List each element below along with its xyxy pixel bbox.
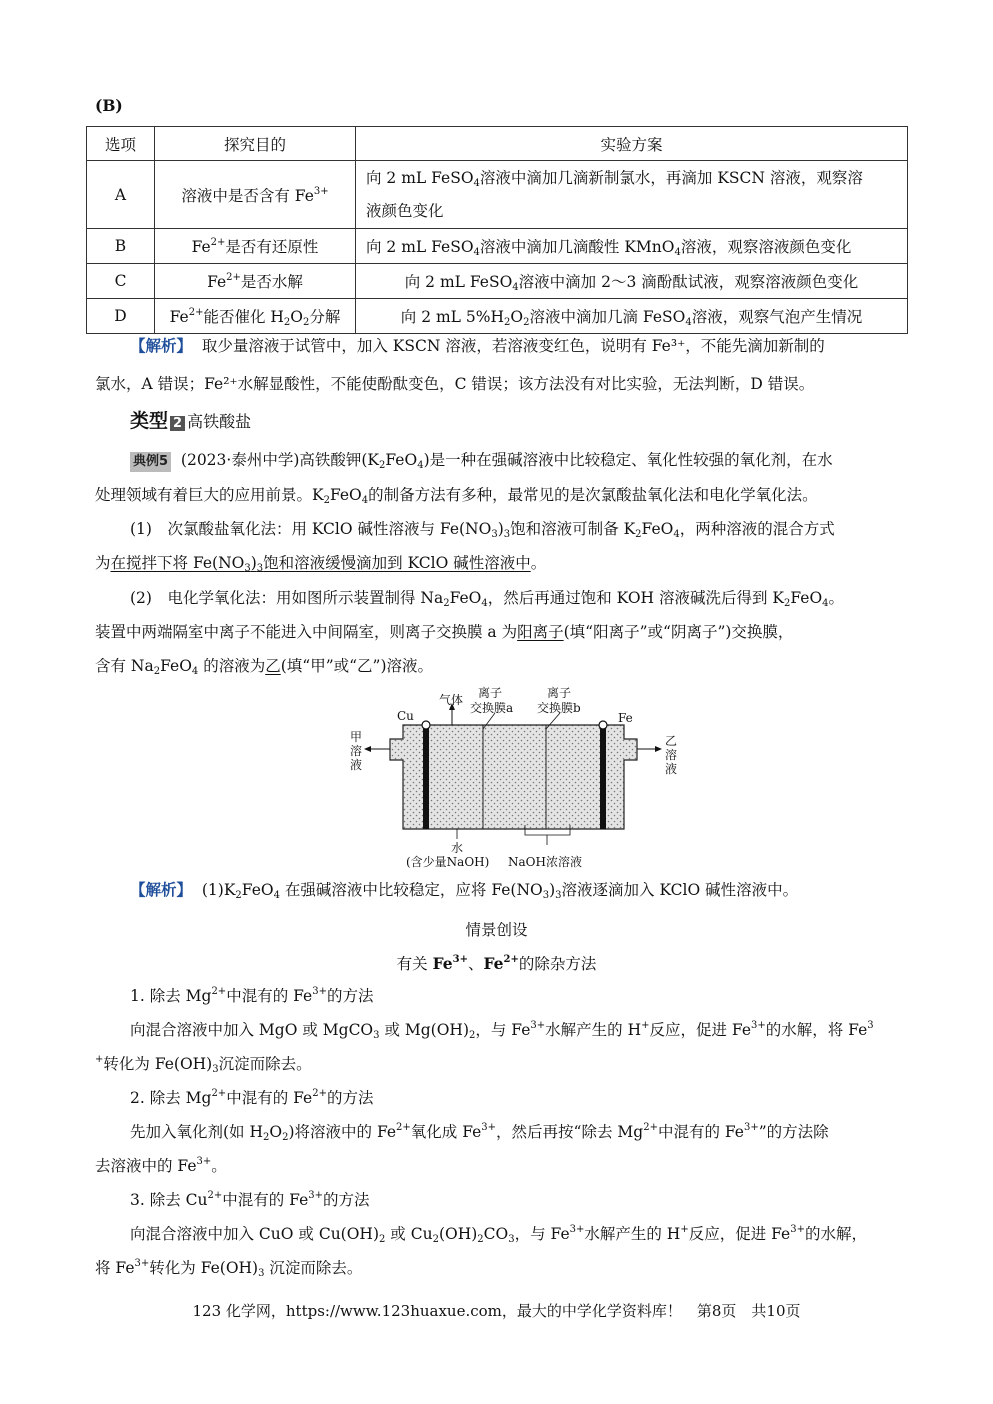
method1-heading: 1. 除去 $Mg^{2+}$中混有的 $Fe^{3+}$的方法 (130, 986, 374, 1005)
method1-line1: 向混合溶液中加入 MgO 或 MgCO$_3$ 或 $Mg(OH)_2$，与 $Fe^{3+}$水解产生的 H+反应，促进 $Fe^{3+}$的水解，将 Fe$^3$ (130, 1020, 874, 1041)
method1-line2: +转化为 $Fe(OH)_3$沉淀而除去。 (95, 1054, 312, 1075)
row-aim: $Fe^{2+}$是否水解 (155, 264, 356, 299)
right-solution-3: 液 (665, 762, 678, 776)
analysis-1-line1: 【解析】 取少量溶液于试管中，加入 KSCN 溶液，若溶液变红色，说明有 Fe³⁺，不能先滴加新制的 (130, 336, 825, 355)
question2-line2: 装置中两端隔室中离子不能进入中间隔室，则离子交换膜 a 为阳离子(填“阳离子”或“阴离子”)交换膜， (95, 623, 794, 641)
fe-label: Fe (618, 711, 633, 725)
options-table (86, 126, 908, 334)
row-plan: 向 2 mL FeSO$_4$溶液中滴加几滴新制氯水，再滴加 KSCN 溶液，观察溶 液颜色变化 (356, 161, 908, 229)
row-option: C (87, 264, 155, 299)
question1-line1: (1) 次氯酸盐氧化法：用 KClO 碱性溶液与 $Fe(NO_3)_3$饱和溶液可制备 $K_2FeO_4$，两种溶液的混合方式 (130, 520, 835, 540)
row-option: B (87, 229, 155, 264)
membrane-a-label-1: 离子 (478, 686, 503, 700)
membrane-b-label-2: 交换膜b (537, 701, 581, 715)
water-note: (含少量NaOH) (406, 855, 490, 869)
cu-label: Cu (397, 709, 414, 723)
table-header-row (87, 127, 908, 161)
scenario-subtitle: 有关 $Fe^{3+}$、$Fe^{2+}$的除杂方法 (396, 954, 597, 973)
type-heading: 类型 2 高铁酸盐 (130, 410, 252, 432)
question2-line3: 含有 $Na_2FeO_4$ 的溶液为乙(填“甲”或“乙”)溶液。 (95, 657, 434, 677)
left-solution-1: 甲 (350, 730, 363, 744)
method3-line2: 将 $Fe^{3+}$转化为 $Fe(OH)_3$ 沉淀而除去。 (95, 1258, 363, 1279)
row-plan: 向 2 mL $5\%H_2O_2$溶液中滴加几滴 FeSO$_4$溶液，观察气泡产生情况 (356, 299, 908, 334)
row-aim: $Fe^{2+}$能否催化 $H_2O_2$分解 (155, 299, 356, 334)
right-solution-2: 溶 (665, 748, 678, 762)
table-row (87, 299, 908, 334)
analysis-tag: 【解析】 (130, 336, 193, 355)
header-plan: 实验方案 (356, 127, 908, 161)
page-footer: 123 化学网，https://www.123huaxue.com，最大的中学化学资料库！ 第8页 共10页 (192, 1302, 801, 1320)
table-row (87, 161, 908, 229)
water-label: 水 (451, 841, 464, 855)
method3-line1: 向混合溶液中加入 CuO 或 $Cu(OH)_2$ 或 $Cu_2(OH)_2CO_3$，与 $Fe^{3+}$水解产生的 H+反应，促进 $Fe^{3+}$的水解， (130, 1224, 867, 1245)
table-row (87, 264, 908, 299)
analysis-1-line2: 氯水，A 错误；Fe²⁺水解显酸性，不能使酚酞变色，C 错误；该方法没有对比实验，无法判断，D 错误。 (95, 375, 815, 393)
answer-mark: (B) (95, 96, 123, 115)
header-option: 选项 (87, 127, 155, 161)
header-aim: 探究目的 (155, 127, 356, 161)
method2-line2: 去溶液中的 $Fe^{3+}$。 (95, 1156, 227, 1175)
method2-heading: 2. 除去 $Mg^{2+}$中混有的 $Fe^{2+}$的方法 (130, 1088, 374, 1107)
question2-line1: (2) 电化学氧化法：用如图所示装置制得 $Na_2FeO_4$，然后再通过饱和 KOH 溶液碱洗后得到 $K_2FeO_4$。 (130, 589, 845, 609)
example-line2: 处理领域有着巨大的应用前景。$K_2FeO_4$的制备方法有多种，最常见的是次氯酸盐氧化法和电化学氧化法。 (95, 486, 818, 506)
row-option: D (87, 299, 155, 334)
method3-heading: 3. 除去 $Cu^{2+}$中混有的 $Fe^{3+}$的方法 (130, 1190, 370, 1209)
right-solution-1: 乙 (665, 734, 678, 748)
type-number: 2 (170, 416, 185, 431)
electrolysis-diagram (340, 685, 690, 875)
left-solution-3: 液 (350, 758, 363, 772)
left-solution-2: 溶 (350, 744, 363, 758)
right-arrow-icon (655, 746, 662, 752)
example-badge: 典例5 (130, 452, 171, 472)
naoh-label: NaOH浓溶液 (508, 855, 582, 869)
row-aim: 溶液中是否含有 $Fe^{3+}$ (155, 161, 356, 229)
analysis-2: 【解析】 $(1)K_2FeO_4$ 在强碱溶液中比较稳定，应将 $Fe(NO_3)_3$溶液逐滴加入 KClO 碱性溶液中。 (130, 880, 799, 901)
left-arrow-icon (364, 746, 371, 752)
scenario-title: 情景创设 (465, 921, 528, 939)
membrane-b-label-1: 离子 (547, 686, 572, 700)
cu-electrode (423, 725, 429, 829)
table-row (87, 229, 908, 264)
row-aim: $Fe^{2+}$是否有还原性 (155, 229, 356, 264)
row-option: A (87, 161, 155, 229)
fe-electrode (600, 725, 606, 829)
row-plan: 向 2 mL FeSO$_4$溶液中滴加 2～3 滴酚酞试液，观察溶液颜色变化 (356, 264, 908, 299)
method2-line1: 先加入氧化剂(如 $H_2O_2$)将溶液中的 $Fe^{2+}$氧化成 $Fe^{3+}$，然后再按“除去 $Mg^{2+}$中混有的 $Fe^{3+}$”的方法除 (130, 1122, 829, 1143)
question1-line2: 为在搅拌下将 $Fe(NO_3)_3$饱和溶液缓慢滴加到 KClO 碱性溶液中。 (95, 554, 547, 574)
row-plan: 向 2 mL FeSO$_4$溶液中滴加几滴酸性 KMnO$_4$溶液，观察溶液颜色变化 (356, 229, 908, 264)
gas-label: 气体 (439, 693, 464, 707)
membrane-a-label-2: 交换膜a (470, 701, 514, 715)
example-line1: 典例5 (2023·泰州中学)高铁酸钾$(K_2FeO_4)$是一种在强碱溶液中比较稳定、氧化性较强的氧化剂，在水 (130, 450, 833, 472)
